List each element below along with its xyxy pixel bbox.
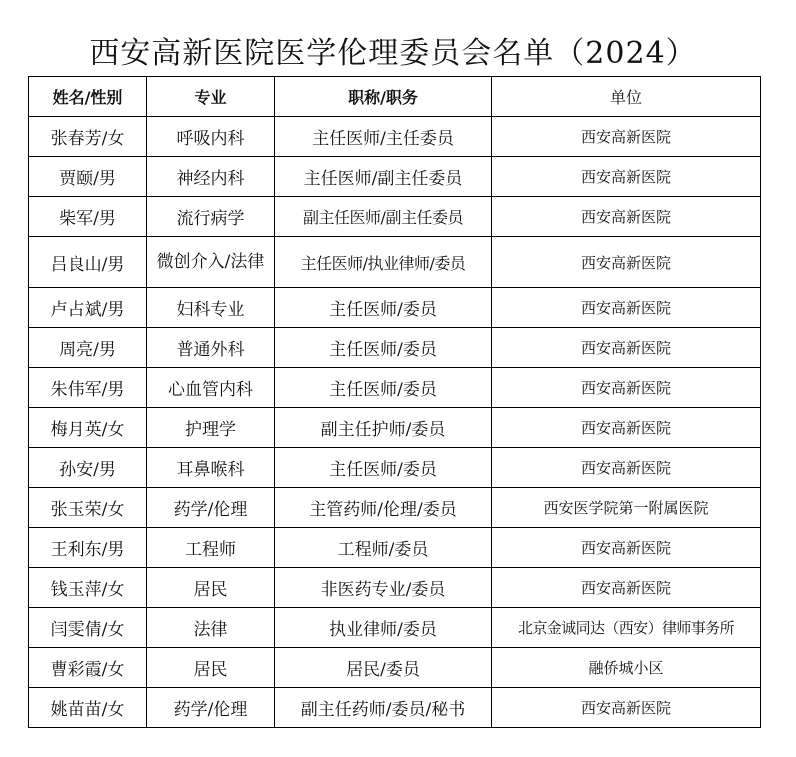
cell-title: 非医药专业/委员 (275, 568, 492, 608)
cell-name: 吕良山/男 (29, 237, 147, 288)
cell-unit: 北京金诚同达（西安）律师事务所 (492, 608, 761, 648)
cell-title: 主任医师/主任委员 (275, 117, 492, 157)
committee-roster-table (28, 76, 761, 728)
table-row (29, 368, 761, 408)
cell-specialty: 耳鼻喉科 (147, 448, 275, 488)
cell-title: 副主任药师/委员/秘书 (275, 688, 492, 728)
cell-specialty: 法律 (147, 608, 275, 648)
cell-unit: 西安高新医院 (492, 408, 761, 448)
table-row (29, 237, 761, 288)
cell-unit: 西安高新医院 (492, 328, 761, 368)
table-row (29, 328, 761, 368)
table-row (29, 648, 761, 688)
table-row (29, 197, 761, 237)
cell-unit: 西安医学院第一附属医院 (492, 488, 761, 528)
cell-title: 副主任护师/委员 (275, 408, 492, 448)
table-row (29, 488, 761, 528)
cell-specialty: 居民 (147, 648, 275, 688)
cell-unit: 西安高新医院 (492, 368, 761, 408)
cell-title: 居民/委员 (275, 648, 492, 688)
cell-name: 周亮/男 (29, 328, 147, 368)
cell-name: 闫雯倩/女 (29, 608, 147, 648)
table-row (29, 448, 761, 488)
header-specialty: 专业 (147, 77, 275, 117)
cell-unit: 融侨城小区 (492, 648, 761, 688)
cell-specialty: 流行病学 (147, 197, 275, 237)
cell-specialty: 居民 (147, 568, 275, 608)
cell-name: 张春芳/女 (29, 117, 147, 157)
cell-name: 钱玉萍/女 (29, 568, 147, 608)
cell-title: 主任医师/委员 (275, 368, 492, 408)
table-row (29, 117, 761, 157)
header-unit: 单位 (492, 77, 761, 117)
cell-title: 主任医师/委员 (275, 288, 492, 328)
cell-specialty: 药学/伦理 (147, 688, 275, 728)
cell-title: 工程师/委员 (275, 528, 492, 568)
cell-specialty: 呼吸内科 (147, 117, 275, 157)
cell-unit: 西安高新医院 (492, 448, 761, 488)
table-row (29, 408, 761, 448)
table-row (29, 568, 761, 608)
cell-name: 姚苗苗/女 (29, 688, 147, 728)
cell-specialty: 妇科专业 (147, 288, 275, 328)
cell-name: 柴军/男 (29, 197, 147, 237)
cell-title: 主任医师/委员 (275, 328, 492, 368)
cell-title: 主管药师/伦理/委员 (275, 488, 492, 528)
cell-name: 孙安/男 (29, 448, 147, 488)
cell-unit: 西安高新医院 (492, 688, 761, 728)
cell-title: 主任医师/副主任委员 (275, 157, 492, 197)
cell-specialty: 微创介入/法律 (147, 237, 275, 288)
cell-name: 朱伟军/男 (29, 368, 147, 408)
table-row (29, 288, 761, 328)
header-name-gender: 姓名/性别 (29, 77, 147, 117)
cell-unit: 西安高新医院 (492, 568, 761, 608)
cell-title: 执业律师/委员 (275, 608, 492, 648)
cell-name: 张玉荣/女 (29, 488, 147, 528)
cell-specialty: 神经内科 (147, 157, 275, 197)
cell-name: 卢占斌/男 (29, 288, 147, 328)
cell-unit: 西安高新医院 (492, 288, 761, 328)
cell-specialty: 工程师 (147, 528, 275, 568)
cell-title: 主任医师/委员 (275, 448, 492, 488)
table-header-row (29, 77, 761, 117)
header-title-position: 职称/职务 (275, 77, 492, 117)
table-row (29, 688, 761, 728)
cell-name: 王利东/男 (29, 528, 147, 568)
cell-name: 曹彩霞/女 (29, 648, 147, 688)
cell-name: 梅月英/女 (29, 408, 147, 448)
cell-specialty: 药学/伦理 (147, 488, 275, 528)
cell-specialty: 心血管内科 (147, 368, 275, 408)
cell-unit: 西安高新医院 (492, 528, 761, 568)
cell-specialty: 普通外科 (147, 328, 275, 368)
cell-title: 主任医师/执业律师/委员 (275, 237, 492, 288)
cell-specialty: 护理学 (147, 408, 275, 448)
cell-title: 副主任医师/副主任委员 (275, 197, 492, 237)
cell-unit: 西安高新医院 (492, 197, 761, 237)
table-row (29, 528, 761, 568)
cell-unit: 西安高新医院 (492, 237, 761, 288)
cell-unit: 西安高新医院 (492, 157, 761, 197)
table-row (29, 157, 761, 197)
cell-name: 贾颐/男 (29, 157, 147, 197)
table-row (29, 608, 761, 648)
cell-unit: 西安高新医院 (492, 117, 761, 157)
document-title: 西安高新医院医学伦理委员会名单（2024） (89, 36, 697, 71)
